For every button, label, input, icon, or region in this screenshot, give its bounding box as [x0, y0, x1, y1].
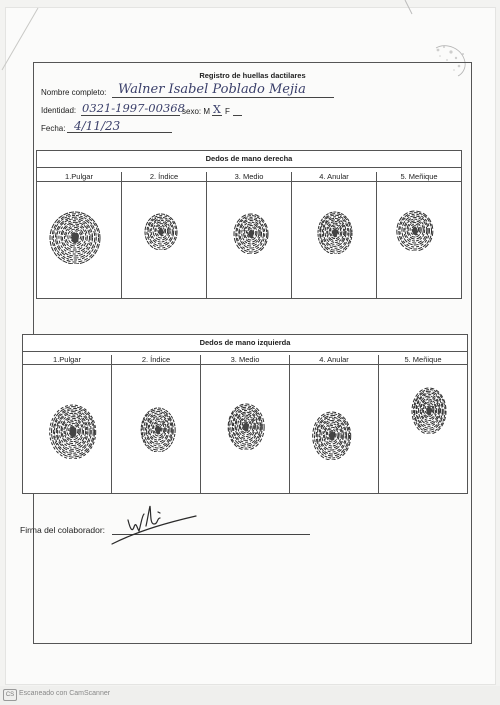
right-finger-label-5: 5. Meñique — [400, 172, 438, 181]
right-print-cell-4 — [292, 182, 377, 298]
date-field — [41, 124, 65, 133]
signature-label: Firma del colaborador: — [20, 525, 106, 535]
name-label: Nombre completo: — [41, 88, 107, 97]
right-print-cell-2 — [122, 182, 207, 298]
sex-field — [182, 107, 210, 116]
id-field — [41, 106, 76, 115]
id-label: Identidad: — [41, 106, 77, 115]
left-print-cell-5 — [379, 365, 467, 493]
right-hand-header-row — [37, 172, 461, 182]
right-finger-label-2: 2. Índice — [122, 172, 207, 181]
sex-f-underline — [233, 115, 242, 116]
fingerprint-icon — [316, 208, 354, 254]
fingerprint-icon — [48, 401, 98, 459]
left-finger-label-2: 2. Índice — [112, 355, 201, 364]
camscanner-text: Escaneado con CamScanner — [19, 690, 111, 697]
right-finger-label-4: 4. Anular — [292, 172, 377, 181]
right-hand-table — [36, 150, 462, 299]
left-hand-caption: Dedos de mano izquierda — [23, 335, 467, 352]
fingerprint-icon — [410, 384, 448, 434]
signature-image — [110, 500, 200, 548]
sex-label: sexo: M — [182, 107, 211, 116]
right-finger-label-3: 3. Medio — [207, 172, 292, 181]
right-print-cell-1 — [37, 182, 122, 298]
fingerprint-icon — [226, 400, 266, 450]
right-finger-label-1: 1.Pulgar — [37, 172, 122, 181]
left-finger-label-5: 5. Meñique — [404, 355, 442, 364]
sex-mark: X — [213, 103, 221, 116]
name-field — [41, 88, 106, 97]
name-value: Walner Isabel Poblado Mejia — [118, 82, 306, 97]
left-print-cell-2 — [112, 365, 201, 493]
left-finger-label-1: 1.Pulgar — [23, 355, 112, 364]
date-value: 4/11/23 — [74, 119, 121, 133]
scanner-footer — [0, 686, 500, 705]
right-print-cell-3 — [207, 182, 292, 298]
left-print-cell-3 — [201, 365, 290, 493]
fingerprint-icon — [311, 408, 353, 460]
left-finger-label-4: 4. Anular — [290, 355, 379, 364]
camscanner-badge: CS — [3, 689, 17, 701]
id-underline — [81, 115, 180, 116]
right-print-cell-5 — [377, 182, 461, 298]
left-finger-label-3: 3. Medio — [201, 355, 290, 364]
left-hand-header-row — [23, 355, 467, 365]
name-underline — [112, 97, 334, 98]
fingerprint-icon — [139, 404, 177, 452]
left-hand-print-row — [23, 365, 467, 493]
fingerprint-icon — [143, 210, 179, 250]
fingerprint-icon — [48, 208, 102, 264]
sex-f-label: F — [225, 107, 230, 116]
right-hand-caption: Dedos de mano derecha — [37, 151, 461, 168]
signature-field — [20, 525, 105, 535]
date-label: Fecha: — [41, 124, 66, 133]
fingerprint-icon — [395, 207, 435, 251]
fingerprint-icon — [232, 210, 270, 254]
form-title: Registro de huellas dactilares — [199, 71, 306, 80]
left-hand-table — [22, 334, 468, 494]
id-value: 0321-1997-00368 — [82, 101, 185, 115]
left-print-cell-4 — [290, 365, 379, 493]
left-print-cell-1 — [23, 365, 112, 493]
sex-f-field — [225, 107, 230, 116]
right-hand-print-row — [37, 182, 461, 298]
